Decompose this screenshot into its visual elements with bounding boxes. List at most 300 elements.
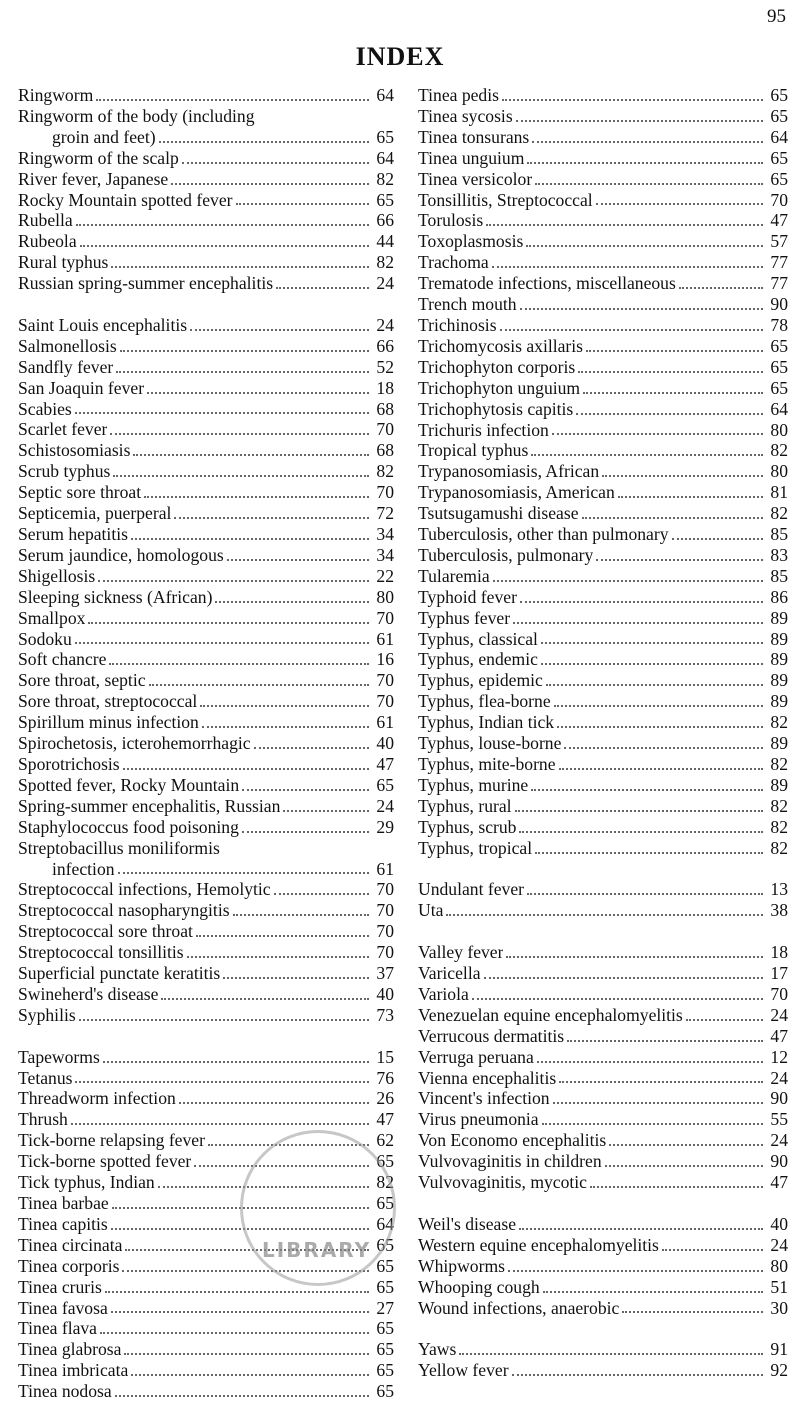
dot-leader bbox=[520, 307, 763, 310]
entry-term: Typhus, classical bbox=[418, 628, 538, 649]
entry-term: Serum hepatitis bbox=[18, 524, 128, 545]
dot-leader bbox=[532, 140, 763, 143]
index-entry bbox=[18, 148, 394, 169]
entry-page-number: 90 bbox=[770, 1151, 788, 1172]
index-entry bbox=[418, 524, 788, 545]
dot-leader bbox=[541, 662, 763, 665]
index-entry bbox=[418, 649, 788, 670]
dot-leader bbox=[236, 202, 369, 205]
entry-term: Yellow fever bbox=[418, 1360, 509, 1381]
entry-term: Soft chancre bbox=[18, 649, 107, 670]
entry-page-number: 65 bbox=[770, 168, 788, 189]
entry-page-number: 66 bbox=[376, 335, 394, 356]
entry-page-number: 76 bbox=[376, 1067, 394, 1088]
index-entry bbox=[418, 900, 788, 921]
entry-page-number: 64 bbox=[770, 126, 788, 147]
entry-term: Superficial punctate keratitis bbox=[18, 963, 221, 984]
dot-leader bbox=[527, 892, 763, 895]
dot-leader bbox=[159, 140, 369, 143]
entry-term: Torulosis bbox=[418, 210, 484, 231]
index-entry bbox=[18, 1298, 394, 1319]
dot-leader bbox=[110, 432, 369, 435]
dot-leader bbox=[182, 161, 369, 164]
index-entry bbox=[18, 1047, 394, 1068]
dot-leader bbox=[596, 202, 763, 205]
index-entry bbox=[18, 106, 394, 127]
dot-leader bbox=[105, 1290, 369, 1293]
index-entry bbox=[418, 1026, 788, 1047]
index-entry bbox=[418, 1235, 788, 1256]
entry-term: Tick typhus, Indian bbox=[18, 1172, 155, 1193]
index-entry bbox=[18, 796, 394, 817]
index-entry bbox=[418, 461, 788, 482]
index-entry bbox=[418, 775, 788, 796]
entry-page-number: 18 bbox=[770, 942, 788, 963]
entry-term: Tinea favosa bbox=[18, 1297, 108, 1318]
index-entry bbox=[418, 106, 788, 127]
dot-leader bbox=[75, 411, 369, 414]
dot-leader bbox=[187, 955, 369, 958]
dot-leader bbox=[567, 1039, 763, 1042]
section-gap bbox=[418, 1193, 788, 1214]
dot-leader bbox=[116, 370, 369, 373]
entry-term: Typhoid fever bbox=[418, 586, 517, 607]
index-entry bbox=[418, 440, 788, 461]
index-entry bbox=[18, 1381, 394, 1402]
entry-page-number: 73 bbox=[376, 1004, 394, 1025]
entry-term: Streptococcal tonsillitis bbox=[18, 942, 184, 963]
index-entry bbox=[418, 1256, 788, 1277]
entry-term: Valley fever bbox=[418, 942, 504, 963]
dot-leader bbox=[233, 913, 369, 916]
index-entry bbox=[418, 1360, 788, 1381]
dot-leader bbox=[71, 1122, 369, 1125]
index-entry bbox=[18, 608, 394, 629]
entry-term: infection bbox=[52, 858, 115, 879]
entry-page-number: 89 bbox=[770, 670, 788, 691]
entry-page-number: 29 bbox=[376, 816, 394, 837]
entry-page-number: 61 bbox=[376, 858, 394, 879]
entry-page-number: 47 bbox=[770, 210, 788, 231]
entry-term: Typhus, Indian tick bbox=[418, 712, 555, 733]
entry-term: Sleeping sickness (African) bbox=[18, 586, 213, 607]
entry-term: Russian spring-summer encephalitis bbox=[18, 273, 274, 294]
entry-term: Spirillum minus infection bbox=[18, 712, 199, 733]
dot-leader bbox=[96, 98, 369, 101]
dot-leader bbox=[492, 265, 763, 268]
entry-term: Tuberculosis, other than pulmonary bbox=[418, 524, 669, 545]
entry-term: Sporotrichosis bbox=[18, 753, 120, 774]
index-entry bbox=[418, 378, 788, 399]
entry-term: Undulant fever bbox=[418, 879, 525, 900]
dot-leader bbox=[115, 1394, 369, 1397]
dot-leader bbox=[120, 349, 369, 352]
dot-leader bbox=[242, 788, 369, 791]
entry-page-number: 85 bbox=[770, 524, 788, 545]
entry-term: Streptococcal nasopharyngitis bbox=[18, 900, 230, 921]
dot-leader bbox=[103, 1060, 369, 1063]
index-entry bbox=[418, 670, 788, 691]
dot-leader bbox=[541, 641, 763, 644]
dot-leader bbox=[596, 558, 763, 561]
index-entry bbox=[418, 754, 788, 775]
entry-page-number: 82 bbox=[376, 252, 394, 273]
entry-page-number: 68 bbox=[376, 440, 394, 461]
dot-leader bbox=[526, 244, 763, 247]
dot-leader bbox=[88, 621, 369, 624]
section-gap bbox=[18, 294, 394, 315]
entry-page-number: 51 bbox=[770, 1276, 788, 1297]
entry-page-number: 65 bbox=[376, 1339, 394, 1360]
dot-leader bbox=[552, 432, 763, 435]
entry-term: Tropical typhus bbox=[418, 440, 529, 461]
entry-page-number: 80 bbox=[770, 1255, 788, 1276]
entry-term: San Joaquin fever bbox=[18, 377, 145, 398]
dot-leader bbox=[79, 1018, 369, 1021]
dot-leader bbox=[131, 1373, 369, 1376]
dot-leader bbox=[535, 851, 763, 854]
entry-page-number: 82 bbox=[770, 816, 788, 837]
dot-leader bbox=[118, 871, 369, 874]
index-column-right bbox=[418, 85, 788, 1381]
entry-term: Typhus fever bbox=[418, 607, 511, 628]
entry-term: Syphilis bbox=[18, 1004, 76, 1025]
dot-leader bbox=[672, 537, 763, 540]
dot-leader bbox=[622, 1310, 763, 1313]
index-entry-continuation bbox=[18, 127, 394, 148]
entry-term: Verruga peruana bbox=[418, 1046, 534, 1067]
entry-page-number: 68 bbox=[376, 398, 394, 419]
entry-page-number: 72 bbox=[376, 503, 394, 524]
dot-leader bbox=[553, 1101, 763, 1104]
entry-term: Trench mouth bbox=[418, 294, 517, 315]
entry-page-number: 40 bbox=[376, 733, 394, 754]
index-entry bbox=[18, 503, 394, 524]
entry-page-number: 61 bbox=[376, 712, 394, 733]
index-entry bbox=[418, 1339, 788, 1360]
entry-term: Rubella bbox=[18, 210, 73, 231]
entry-term: Shigellosis bbox=[18, 565, 96, 586]
entry-page-number: 70 bbox=[376, 607, 394, 628]
dot-leader bbox=[446, 913, 763, 916]
entry-page-number: 24 bbox=[770, 1067, 788, 1088]
index-entry bbox=[18, 315, 394, 336]
index-entry bbox=[18, 984, 394, 1005]
entry-term: Yaws bbox=[418, 1339, 457, 1360]
dot-leader bbox=[75, 1080, 369, 1083]
entry-page-number: 82 bbox=[770, 754, 788, 774]
entry-term: Western equine encephalomyelitis bbox=[418, 1234, 659, 1255]
entry-term: Tinea barbae bbox=[18, 1193, 109, 1213]
entry-term: Trichinosis bbox=[418, 314, 497, 335]
dot-leader bbox=[149, 683, 369, 686]
entry-term: Tsutsugamushi disease bbox=[418, 503, 579, 524]
entry-term: Wound infections, anaerobic bbox=[418, 1297, 620, 1318]
dot-leader bbox=[109, 662, 369, 665]
entry-term: Sore throat, septic bbox=[18, 670, 146, 691]
library-stamp-label: LIBRARY bbox=[262, 1238, 372, 1262]
entry-term: Rural typhus bbox=[18, 252, 109, 273]
entry-page-number: 55 bbox=[770, 1109, 788, 1130]
dot-leader bbox=[144, 495, 369, 498]
index-entry bbox=[418, 273, 788, 294]
entry-page-number: 24 bbox=[770, 1130, 788, 1151]
entry-term: Whipworms bbox=[418, 1255, 505, 1276]
entry-term: Sandfly fever bbox=[18, 356, 114, 377]
entry-page-number: 62 bbox=[376, 1130, 394, 1151]
entry-term: Tinea cruris bbox=[18, 1276, 102, 1297]
index-entry bbox=[18, 629, 394, 650]
entry-page-number: 34 bbox=[376, 524, 394, 545]
index-entry bbox=[18, 942, 394, 963]
entry-page-number: 65 bbox=[376, 1318, 394, 1339]
entry-term: Vulvovaginitis, mycotic bbox=[418, 1172, 587, 1193]
entry-term: Typhus, rural bbox=[418, 795, 512, 816]
index-entry bbox=[18, 273, 394, 294]
entry-page-number: 47 bbox=[376, 753, 394, 774]
dot-leader bbox=[227, 558, 369, 561]
entry-term: Rubeola bbox=[18, 231, 77, 252]
dot-leader bbox=[171, 182, 369, 185]
dot-leader bbox=[161, 997, 369, 1000]
entry-page-number: 70 bbox=[376, 921, 394, 942]
entry-term: groin and feet) bbox=[52, 126, 156, 147]
entry-term: Sodoku bbox=[18, 628, 72, 649]
index-entry bbox=[18, 419, 394, 440]
dot-leader bbox=[609, 1143, 763, 1146]
index-entry bbox=[18, 817, 394, 838]
entry-term: Whooping cough bbox=[418, 1276, 540, 1297]
entry-page-number: 24 bbox=[770, 1234, 788, 1255]
dot-leader bbox=[543, 1290, 763, 1293]
dot-leader bbox=[531, 788, 763, 791]
entry-page-number: 27 bbox=[376, 1297, 394, 1318]
entry-term: Scrub typhus bbox=[18, 461, 111, 482]
index-entry bbox=[418, 817, 788, 838]
dot-leader bbox=[133, 453, 369, 456]
entry-term: Tapeworms bbox=[18, 1046, 100, 1067]
entry-term: Staphylococcus food poisoning bbox=[18, 816, 239, 837]
entry-term: Tuberculosis, pulmonary bbox=[418, 544, 594, 565]
dot-leader bbox=[516, 119, 763, 122]
index-entry bbox=[418, 336, 788, 357]
entry-term: Spring-summer encephalitis, Russian bbox=[18, 795, 281, 816]
index-entry bbox=[418, 503, 788, 524]
dot-leader bbox=[519, 1227, 763, 1230]
index-entry bbox=[418, 545, 788, 566]
dot-leader bbox=[274, 892, 369, 895]
entry-term: Trichomycosis axillaris bbox=[418, 335, 584, 356]
index-entry bbox=[418, 608, 788, 629]
entry-term: Typhus, endemic bbox=[418, 649, 538, 670]
entry-page-number: 70 bbox=[376, 670, 394, 691]
dot-leader bbox=[124, 1352, 369, 1355]
dot-leader bbox=[564, 746, 763, 749]
entry-term: River fever, Japanese bbox=[18, 168, 169, 189]
entry-page-number: 13 bbox=[770, 879, 788, 900]
index-entry bbox=[418, 1109, 788, 1130]
dot-leader bbox=[520, 600, 763, 603]
dot-leader bbox=[531, 453, 763, 456]
index-entry bbox=[18, 712, 394, 733]
dot-leader bbox=[502, 98, 763, 101]
index-entry bbox=[418, 879, 788, 900]
index-entry bbox=[418, 252, 788, 273]
index-entry bbox=[418, 691, 788, 712]
section-gap bbox=[418, 859, 788, 880]
dot-leader bbox=[557, 725, 763, 728]
dot-leader bbox=[679, 286, 763, 289]
index-entry-continuation bbox=[18, 859, 394, 880]
entry-page-number: 82 bbox=[376, 461, 394, 482]
index-entry bbox=[18, 524, 394, 545]
entry-page-number: 90 bbox=[770, 1088, 788, 1109]
dot-leader bbox=[559, 767, 763, 770]
entry-term: Scabies bbox=[18, 398, 72, 419]
index-entry bbox=[18, 900, 394, 921]
index-entry bbox=[18, 838, 394, 859]
entry-page-number: 82 bbox=[770, 503, 788, 524]
entry-page-number: 89 bbox=[770, 649, 788, 670]
entry-term: Tinea pedis bbox=[418, 85, 499, 105]
dot-leader bbox=[75, 641, 369, 644]
entry-page-number: 82 bbox=[376, 168, 394, 189]
page-number: 95 bbox=[767, 6, 786, 27]
entry-term: Sore throat, streptococcal bbox=[18, 691, 198, 712]
entry-term: Venezuelan equine encephalomyelitis bbox=[418, 1004, 683, 1025]
index-entry bbox=[418, 566, 788, 587]
dot-leader bbox=[513, 621, 763, 624]
entry-page-number: 40 bbox=[770, 1213, 788, 1234]
entry-term: Vulvovaginitis in children bbox=[418, 1151, 602, 1172]
entry-page-number: 65 bbox=[770, 377, 788, 398]
entry-term: Typhus, louse-borne bbox=[418, 733, 562, 754]
entry-page-number: 15 bbox=[376, 1046, 394, 1067]
entry-page-number: 86 bbox=[770, 586, 788, 607]
entry-page-number: 70 bbox=[376, 879, 394, 900]
entry-term: Ringworm bbox=[18, 85, 94, 105]
entry-term: Schistosomiasis bbox=[18, 440, 131, 461]
entry-page-number: 89 bbox=[770, 733, 788, 754]
dot-leader bbox=[283, 809, 369, 812]
entry-page-number: 70 bbox=[376, 942, 394, 963]
entry-term: Spirochetosis, icterohemorrhagic bbox=[18, 733, 251, 754]
entry-page-number: 65 bbox=[376, 1360, 394, 1381]
index-entry bbox=[18, 336, 394, 357]
index-entry bbox=[18, 169, 394, 190]
entry-page-number: 65 bbox=[376, 1381, 394, 1402]
entry-term: Vincent's infection bbox=[418, 1088, 550, 1109]
index-entry bbox=[18, 1360, 394, 1381]
entry-term: Spotted fever, Rocky Mountain bbox=[18, 774, 240, 795]
entry-page-number: 65 bbox=[376, 1276, 394, 1297]
index-entry bbox=[418, 733, 788, 754]
entry-page-number: 24 bbox=[376, 795, 394, 816]
index-entry bbox=[18, 775, 394, 796]
entry-term: Tonsillitis, Streptococcal bbox=[418, 189, 593, 210]
index-entry bbox=[18, 879, 394, 900]
index-entry bbox=[18, 1068, 394, 1089]
entry-term: Vienna encephalitis bbox=[418, 1067, 557, 1088]
entry-page-number: 89 bbox=[770, 774, 788, 795]
dot-leader bbox=[576, 412, 763, 415]
library-stamp bbox=[240, 1130, 396, 1286]
entry-term: Typhus, tropical bbox=[418, 837, 533, 858]
entry-page-number: 26 bbox=[376, 1088, 394, 1109]
entry-term: Uta bbox=[418, 900, 444, 921]
entry-page-number: 44 bbox=[376, 231, 394, 252]
entry-page-number: 65 bbox=[770, 105, 788, 126]
entry-page-number: 64 bbox=[376, 1213, 394, 1234]
index-entry bbox=[418, 127, 788, 148]
index-entry bbox=[18, 461, 394, 482]
index-entry bbox=[418, 1277, 788, 1298]
dot-leader bbox=[215, 600, 369, 603]
index-entry bbox=[418, 1088, 788, 1109]
entry-page-number: 65 bbox=[770, 335, 788, 356]
dot-leader bbox=[535, 182, 763, 185]
entry-term: Tetanus bbox=[18, 1067, 73, 1088]
entry-page-number: 34 bbox=[376, 544, 394, 565]
index-entry bbox=[18, 1339, 394, 1360]
entry-term: Typhus, scrub bbox=[418, 816, 517, 837]
entry-page-number: 40 bbox=[376, 983, 394, 1004]
dot-leader bbox=[111, 265, 369, 268]
dot-leader bbox=[123, 767, 369, 770]
entry-page-number: 70 bbox=[376, 419, 394, 440]
dot-leader bbox=[527, 161, 763, 164]
dot-leader bbox=[484, 976, 763, 979]
entry-page-number: 89 bbox=[770, 628, 788, 649]
entry-page-number: 47 bbox=[770, 1172, 788, 1193]
entry-page-number: 65 bbox=[770, 356, 788, 377]
index-entry bbox=[418, 1130, 788, 1151]
dot-leader bbox=[254, 746, 369, 749]
entry-page-number: 77 bbox=[770, 273, 788, 294]
entry-term: Serum jaundice, homologous bbox=[18, 544, 224, 565]
index-entry bbox=[18, 566, 394, 587]
entry-term: Virus pneumonia bbox=[418, 1109, 539, 1130]
entry-term: Trachoma bbox=[418, 252, 489, 273]
entry-page-number: 65 bbox=[770, 147, 788, 168]
index-entry bbox=[418, 796, 788, 817]
entry-term: Typhus, murine bbox=[418, 774, 529, 795]
dot-leader bbox=[76, 223, 369, 226]
entry-term: Smallpox bbox=[18, 607, 86, 628]
index-entry bbox=[18, 190, 394, 211]
index-entry bbox=[18, 545, 394, 566]
index-entry bbox=[18, 482, 394, 503]
index-entry bbox=[18, 440, 394, 461]
index-entry bbox=[18, 587, 394, 608]
dot-leader bbox=[662, 1248, 763, 1251]
entry-term: Tinea tonsurans bbox=[418, 126, 530, 147]
entry-term: Typhus, flea-borne bbox=[418, 691, 551, 712]
entry-page-number: 80 bbox=[770, 461, 788, 482]
dot-leader bbox=[546, 683, 763, 686]
entry-term: Typhus, mite-borne bbox=[418, 754, 556, 774]
entry-page-number: 65 bbox=[376, 1255, 394, 1276]
entry-page-number: 65 bbox=[376, 1151, 394, 1172]
entry-page-number: 65 bbox=[376, 1234, 394, 1255]
dot-leader bbox=[500, 328, 763, 331]
dot-leader bbox=[602, 474, 763, 477]
index-entry bbox=[18, 1109, 394, 1130]
index-entry bbox=[418, 838, 788, 859]
entry-term: Typhus, epidemic bbox=[418, 670, 543, 691]
entry-page-number: 70 bbox=[376, 900, 394, 921]
index-entry bbox=[418, 420, 788, 441]
